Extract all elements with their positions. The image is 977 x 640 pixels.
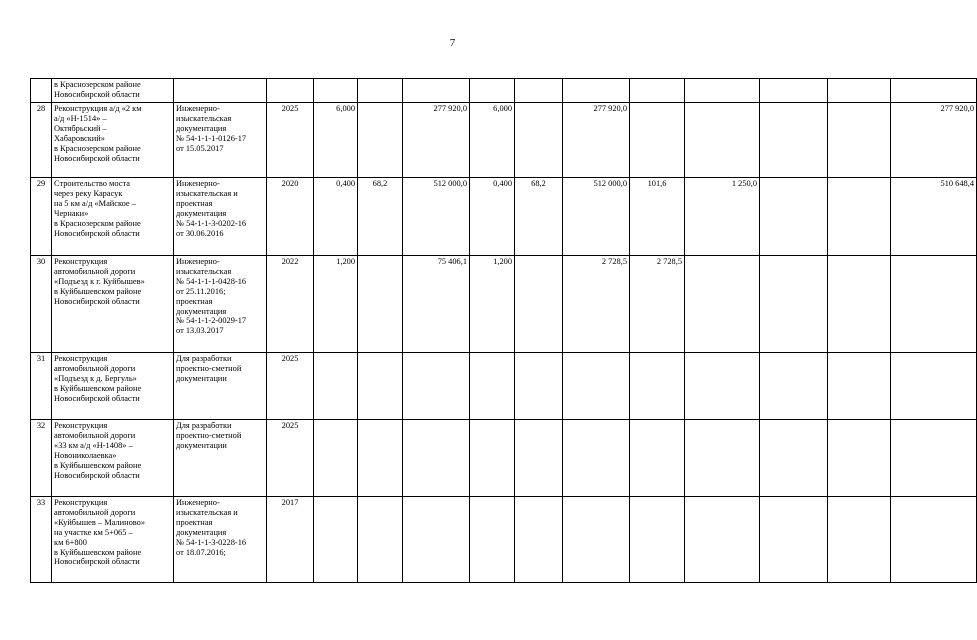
documentation: Инженерно- изыскательская документация № 54-1-1-1-0126-17 от 15.05.2017 — [174, 103, 267, 178]
value-cell-c — [760, 256, 828, 353]
value-cell-a — [630, 79, 685, 103]
value-cell-b: 1 250,0 — [685, 178, 760, 256]
cost-cell: 277 920,0 — [403, 103, 470, 178]
value-cell-b — [685, 79, 760, 103]
object-name: Реконструкция автомобильной дороги «Подъезд к г. Куйбышев» в Куйбышевском районе Новосибирской области — [52, 256, 174, 353]
value-cell-c — [760, 79, 828, 103]
year-cell: 2020 — [267, 178, 314, 256]
object-name: Реконструкция автомобильной дороги «Куйбышев – Малиново» на участке км 5+065 – км 6+800 в Куйбышевском районе Новосибирской области — [52, 497, 174, 583]
length-km-cell — [314, 79, 358, 103]
row-number: 30 — [31, 256, 52, 353]
year-cell: 2025 — [267, 420, 314, 497]
bridge-length-cell — [358, 420, 403, 497]
cost-cell-2: 512 000,0 — [563, 178, 630, 256]
value-cell-a — [630, 420, 685, 497]
cost-cell — [403, 420, 470, 497]
year-cell: 2025 — [267, 103, 314, 178]
table-row — [31, 353, 977, 420]
cost-cell-2: 277 920,0 — [563, 103, 630, 178]
value-cell-b — [685, 497, 760, 583]
value-cell-e — [891, 497, 977, 583]
value-cell-d — [828, 79, 891, 103]
cost-cell — [403, 497, 470, 583]
length-km-cell-2: 6,000 — [470, 103, 515, 178]
length-km-cell: 1,200 — [314, 256, 358, 353]
value-cell-c — [760, 497, 828, 583]
row-number: 33 — [31, 497, 52, 583]
value-cell-b — [685, 420, 760, 497]
value-cell-d — [828, 420, 891, 497]
row-number: 28 — [31, 103, 52, 178]
bridge-length-cell-2: 68,2 — [515, 178, 563, 256]
bridge-length-cell-2 — [515, 353, 563, 420]
value-cell-b — [685, 256, 760, 353]
bridge-length-cell — [358, 353, 403, 420]
cost-cell: 512 000,0 — [403, 178, 470, 256]
cost-cell-2 — [563, 497, 630, 583]
value-cell-a: 101,6 — [630, 178, 685, 256]
value-cell-b — [685, 103, 760, 178]
value-cell-c — [760, 178, 828, 256]
row-number: 29 — [31, 178, 52, 256]
value-cell-b — [685, 353, 760, 420]
length-km-cell-2: 1,200 — [470, 256, 515, 353]
year-cell: 2022 — [267, 256, 314, 353]
length-km-cell-2 — [470, 497, 515, 583]
value-cell-e: 510 648,4 — [891, 178, 977, 256]
row-number — [31, 79, 52, 103]
row-number: 31 — [31, 353, 52, 420]
year-cell: 2025 — [267, 353, 314, 420]
table-row — [31, 103, 977, 178]
value-cell-e — [891, 79, 977, 103]
value-cell-d — [828, 353, 891, 420]
object-name: Реконструкция автомобильной дороги «33 км а/д «Н-1408» – Новониколаевка» в Куйбышевском районе Новосибирской области — [52, 420, 174, 497]
documentation — [174, 79, 267, 103]
length-km-cell-2 — [470, 353, 515, 420]
bridge-length-cell-2 — [515, 79, 563, 103]
bridge-length-cell: 68,2 — [358, 178, 403, 256]
length-km-cell — [314, 497, 358, 583]
table-row — [31, 79, 977, 103]
value-cell-a — [630, 353, 685, 420]
bridge-length-cell-2 — [515, 497, 563, 583]
cost-cell: 75 406,1 — [403, 256, 470, 353]
object-name: Реконструкция автомобильной дороги «Подъезд к д. Бергуль» в Куйбышевском районе Новосибирской области — [52, 353, 174, 420]
bridge-length-cell-2 — [515, 420, 563, 497]
value-cell-c — [760, 103, 828, 178]
cost-cell-2 — [563, 420, 630, 497]
table-row — [31, 497, 977, 583]
length-km-cell — [314, 420, 358, 497]
row-number: 32 — [31, 420, 52, 497]
value-cell-e: 277 920,0 — [891, 103, 977, 178]
length-km-cell-2 — [470, 79, 515, 103]
length-km-cell-2 — [470, 420, 515, 497]
cost-cell — [403, 79, 470, 103]
object-name: Реконструкция а/д «2 км а/д «Н-1514» – Октябрьский – Хабаровский» в Краснозерском районе Новосибирской области — [52, 103, 174, 178]
value-cell-a — [630, 497, 685, 583]
value-cell-d — [828, 103, 891, 178]
length-km-cell: 6,000 — [314, 103, 358, 178]
cost-cell-2 — [563, 79, 630, 103]
cost-cell-2: 2 728,5 — [563, 256, 630, 353]
bridge-length-cell — [358, 103, 403, 178]
value-cell-a: 2 728,5 — [630, 256, 685, 353]
value-cell-e — [891, 256, 977, 353]
length-km-cell — [314, 353, 358, 420]
bridge-length-cell-2 — [515, 103, 563, 178]
value-cell-e — [891, 353, 977, 420]
table-row — [31, 420, 977, 497]
value-cell-a — [630, 103, 685, 178]
object-name: Строительство моста через реку Карасук на 5 км а/д «Майское – Чернаки» в Краснозерском районе Новосибирской области — [52, 178, 174, 256]
value-cell-e — [891, 420, 977, 497]
object-name: в Краснозерском районе Новосибирской области — [52, 79, 174, 103]
year-cell: 2017 — [267, 497, 314, 583]
value-cell-d — [828, 497, 891, 583]
value-cell-c — [760, 420, 828, 497]
year-cell — [267, 79, 314, 103]
bridge-length-cell — [358, 256, 403, 353]
bridge-length-cell — [358, 497, 403, 583]
documentation: Инженерно- изыскательская и проектная документация № 54-1-1-3-0202-16 от 30.06.2016 — [174, 178, 267, 256]
documentation: Инженерно- изыскательская и проектная документация № 54-1-1-3-0228-16 от 18.07.2016; — [174, 497, 267, 583]
length-km-cell-2: 0,400 — [470, 178, 515, 256]
cost-cell — [403, 353, 470, 420]
bridge-length-cell — [358, 79, 403, 103]
length-km-cell: 0,400 — [314, 178, 358, 256]
value-cell-d — [828, 178, 891, 256]
table-row — [31, 178, 977, 256]
road-objects-table — [30, 78, 977, 583]
documentation: Инженерно- изыскательская № 54-1-1-1-0428-16 от 25.11.2016; проектная документация № 54-1-1-2-0029-17 от 13.03.2017 — [174, 256, 267, 353]
documentation: Для разработки проектно-сметной документации — [174, 353, 267, 420]
cost-cell-2 — [563, 353, 630, 420]
page-number: 7 — [449, 37, 456, 49]
value-cell-c — [760, 353, 828, 420]
documentation: Для разработки проектно-сметной документации — [174, 420, 267, 497]
table-row — [31, 256, 977, 353]
value-cell-d — [828, 256, 891, 353]
bridge-length-cell-2 — [515, 256, 563, 353]
